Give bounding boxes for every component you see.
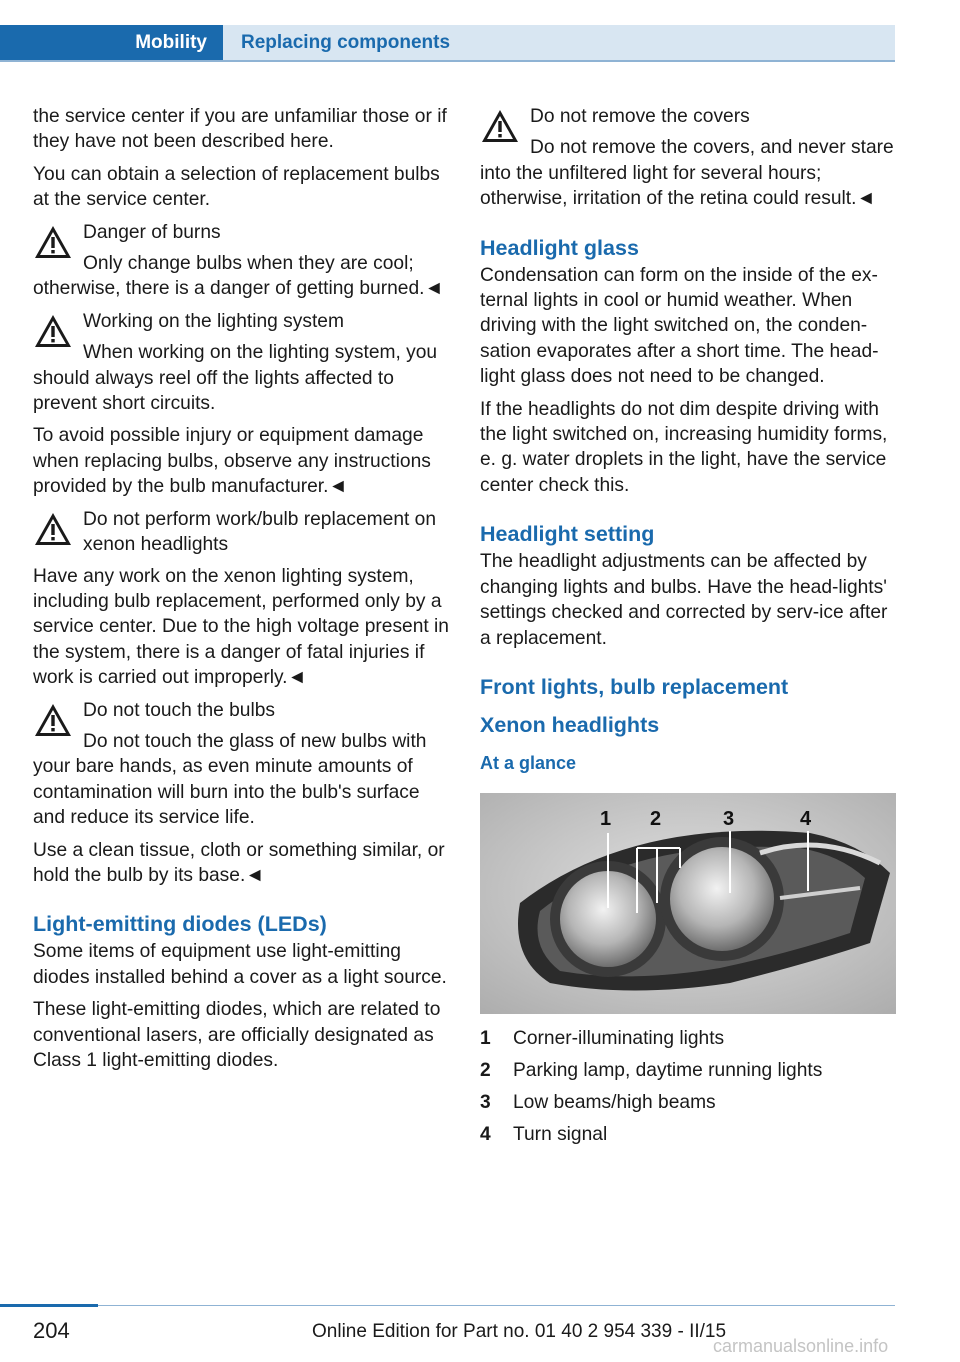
warning-body: Only change bulbs when they are cool; otherwise, there is a danger of getting burned.◄	[33, 253, 444, 300]
chapter-tab: Replacing components	[223, 25, 895, 60]
legend-number: 2	[480, 1059, 491, 1081]
page-number: 204	[33, 1318, 70, 1343]
paragraph: The headlight adjustments can be affected by changing lights and bulbs. Have the head-lights' settings checked and corrected by serv-ice after a replacement.	[480, 551, 888, 649]
figure-label: 1	[600, 807, 612, 830]
list-item	[480, 1122, 896, 1154]
headlight-figure	[480, 793, 896, 1014]
figure-label: 4	[800, 807, 812, 830]
warning-triangle-icon	[33, 702, 73, 738]
left-column	[33, 104, 451, 1080]
warning-block	[480, 104, 896, 212]
legend-number: 3	[480, 1091, 491, 1113]
warning-body: When working on the lighting system, you should always reel off the lights affected to prevent short circuits.	[33, 342, 438, 415]
section-heading: Light-emitting diodes (LEDs)	[33, 912, 327, 937]
figure-legend	[480, 1026, 896, 1154]
subsubsection-heading: At a glance	[480, 752, 577, 773]
warning-body: To avoid possible injury or equipment damage when replacing bulbs, observe any instructions provided by the bulb manufacturer.◄	[33, 425, 431, 498]
list-item	[480, 1090, 896, 1122]
warning-block	[33, 309, 451, 500]
right-column	[480, 104, 896, 1154]
warning-block	[33, 507, 451, 691]
watermark: carmanualsonline.info	[713, 1336, 889, 1356]
footer-rule	[0, 1304, 98, 1307]
warning-triangle-icon	[33, 224, 73, 260]
warning-title: Do not perform work/bulb replacement on xenon headlights	[83, 508, 437, 556]
header-rule	[0, 60, 895, 62]
warning-triangle-icon	[480, 108, 520, 144]
warning-body: Do not touch the glass of new bulbs with your bare hands, as even minute amounts of contamination will burn into the bulb's surface and reduce its service life.	[33, 730, 427, 829]
warning-block	[33, 698, 451, 889]
legend-number: 4	[480, 1123, 491, 1145]
warning-triangle-icon	[33, 511, 73, 547]
legend-text: Turn signal	[513, 1123, 608, 1145]
paragraph: These light-emitting diodes, which are related to conventional lasers, are officially designated as Class 1 light-emitting diodes.	[33, 999, 441, 1071]
section-heading: Front lights, bulb replacement	[480, 674, 789, 699]
warning-body: Use a clean tissue, cloth or something similar, or hold the bulb by its base.◄	[33, 839, 445, 886]
warning-body: Do not remove the covers, and never stare into the unfiltered light for several hours; otherwise, irritation of the retina could result.◄	[480, 137, 894, 210]
warning-title: Do not touch the bulbs	[83, 699, 276, 721]
legend-number: 1	[480, 1027, 491, 1049]
figure-label: 3	[723, 807, 735, 830]
warning-body: Have any work on the xenon lighting system, including bulb replacement, performed only by a service center. Due to the high voltage present in the system, there is a danger of fatal injuries if work is carried out improperly.◄	[33, 565, 449, 689]
section-heading: Headlight glass	[480, 235, 639, 260]
list-item	[480, 1058, 896, 1090]
warning-title: Do not remove the covers	[530, 106, 750, 127]
paragraph: the service center if you are unfamiliar those or if they have not been described here.	[33, 106, 447, 153]
legend-text: Corner-illuminating lights	[513, 1027, 725, 1049]
paragraph: You can obtain a selection of replacement bulbs at the service center.	[33, 163, 440, 211]
page-header	[0, 25, 895, 62]
subsection-heading: Xenon headlights	[480, 712, 660, 737]
paragraph: If the headlights do not dim despite driving with the light switched on, increasing humidity forms, e. g. water droplets in the light, have the service center check this.	[480, 398, 888, 496]
footer-rule-thin	[98, 1305, 895, 1306]
warning-block	[33, 220, 451, 302]
section-tab: Mobility	[0, 25, 223, 60]
warning-title: Danger of burns	[83, 221, 221, 243]
section-heading: Headlight setting	[480, 522, 655, 547]
edition-note: Online Edition for Part no. 01 40 2 954 339 - II/15	[312, 1321, 727, 1342]
paragraph: Condensation can form on the inside of the ex-ternal lights in cool or humid weather. When driving with the light switched on, the conden-sation evaporates after a short time. The head-light glass does not need to be changed.	[480, 264, 879, 388]
legend-text: Parking lamp, daytime running lights	[513, 1059, 823, 1081]
warning-title: Working on the lighting system	[83, 310, 344, 332]
list-item	[480, 1026, 896, 1058]
legend-text: Low beams/high beams	[513, 1091, 716, 1113]
paragraph: Some items of equipment use light-emitting diodes installed behind a cover as a light source.	[33, 941, 447, 988]
figure-label: 2	[650, 807, 662, 830]
warning-triangle-icon	[33, 313, 73, 349]
